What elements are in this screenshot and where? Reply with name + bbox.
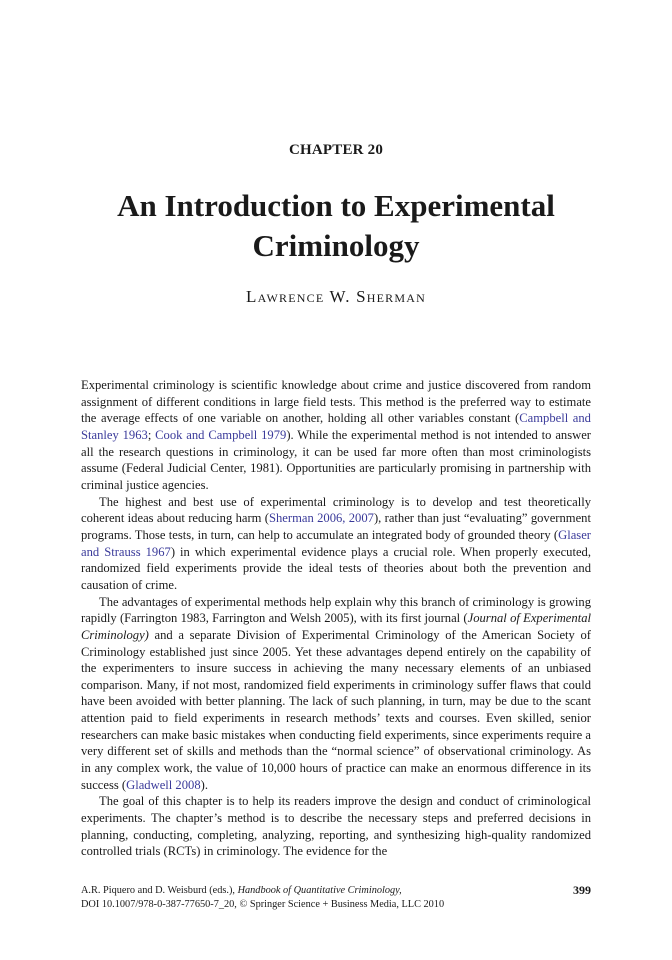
- citation-link[interactable]: Glaser and Strauss 1967: [81, 527, 591, 559]
- page-footer: [81, 884, 591, 911]
- citation-link[interactable]: Cook and Campbell 1979: [155, 427, 287, 442]
- page-number: 399: [573, 883, 591, 897]
- citation-link[interactable]: Campbell and Stanley 1963: [81, 411, 591, 442]
- paragraph-text: The goal of this chapter is to help its readers improve the design and conduct of criminological experiments. The chapter’s method is to describe the necessary steps and preferred decisions in planning, conducting, completing, analyzing, reporting, and synthesizing high-quality randomized controlled trials (RCTs) in criminology. The evidence for the: [81, 794, 591, 859]
- paragraph-3: [81, 594, 591, 794]
- chapter-title: [60, 186, 612, 266]
- chapter-title-line-2: Criminology: [252, 228, 420, 263]
- paragraph-text: Experimental criminology is scientific knowledge about crime and justice discovered from random assignment of different conditions in large field tests. This method is the preferred way to estimate the average effects of one variable on another, holding all other variables constant (: [81, 378, 591, 426]
- footer-editors: A.R. Piquero and D. Weisburd (eds.),: [81, 885, 238, 896]
- citation-link[interactable]: Gladwell 2008: [126, 777, 201, 792]
- paragraph-1: [81, 377, 591, 494]
- footer-citation: [81, 884, 402, 898]
- paragraph-text: ).: [200, 777, 208, 792]
- citation-link[interactable]: Sherman 2006, 2007: [269, 511, 374, 526]
- paragraph-text: ;: [147, 427, 156, 442]
- paragraph-4: [81, 793, 591, 860]
- author-name: Lawrence W. Sherman: [246, 287, 426, 306]
- footer-book-title: Handbook of Quantitative Criminology,: [237, 885, 402, 896]
- paragraph-text: The advantages of experimental methods help explain why this branch of criminology is growing rapidly (Farrington 1983, Farrington and Welsh 2005), with its first journal (: [81, 594, 591, 626]
- footer-doi: DOI 10.1007/978-0-387-77650-7_20, © Springer Science + Business Media, LLC 2010: [81, 898, 445, 910]
- paragraph-2: [81, 494, 591, 594]
- paragraph-text: ). While the experimental method is not intended to answer all the research questions in criminology, it can be used far more often than most criminologists assume (Federal Judicial Center, 1981). Opportunities are particularly promising in partnership with criminal justice agencies.: [81, 427, 591, 492]
- journal-title: Journal of Experimental Criminology): [81, 611, 591, 642]
- paragraph-text: The highest and best use of experimental criminology is to develop and test theoretically coherent ideas about reducing harm (: [81, 494, 591, 526]
- paragraph-text: ) in which experimental evidence plays a crucial role. When properly executed, randomized field experiments provide the ideal tests of theories about both the prevention and causation of crime.: [81, 544, 591, 592]
- chapter-title-line-1: An Introduction to Experimental: [117, 188, 555, 223]
- paragraph-text: ), rather than just “evaluating” government programs. Those tests, in turn, can help to accumulate an integrated body of grounded theory (: [81, 511, 591, 542]
- chapter-label: CHAPTER 20: [288, 142, 384, 158]
- body-text: [81, 377, 591, 860]
- paragraph-text: and a separate Division of Experimental Criminology of the American Society of Criminology established just since 2005. Yet these advantages depend entirely on the capability of the experimenters to insure success in achieving the many necessary elements of an unbiased comparison. Many, if not most, randomized field experiments in criminology suffer flaws that could have been avoided with better planning. The lack of such planning, in turn, may be due to the scant attention paid to field experiments in research methods’ texts and courses. Even skilled, senior researchers can make basic mistakes when conducting field experiments, since experiments require a very different set of skills and methods than the “normal science” of observational criminology. As in any complex work, the value of 10,000 hours of practice can make an enormous difference in its success (: [81, 627, 591, 792]
